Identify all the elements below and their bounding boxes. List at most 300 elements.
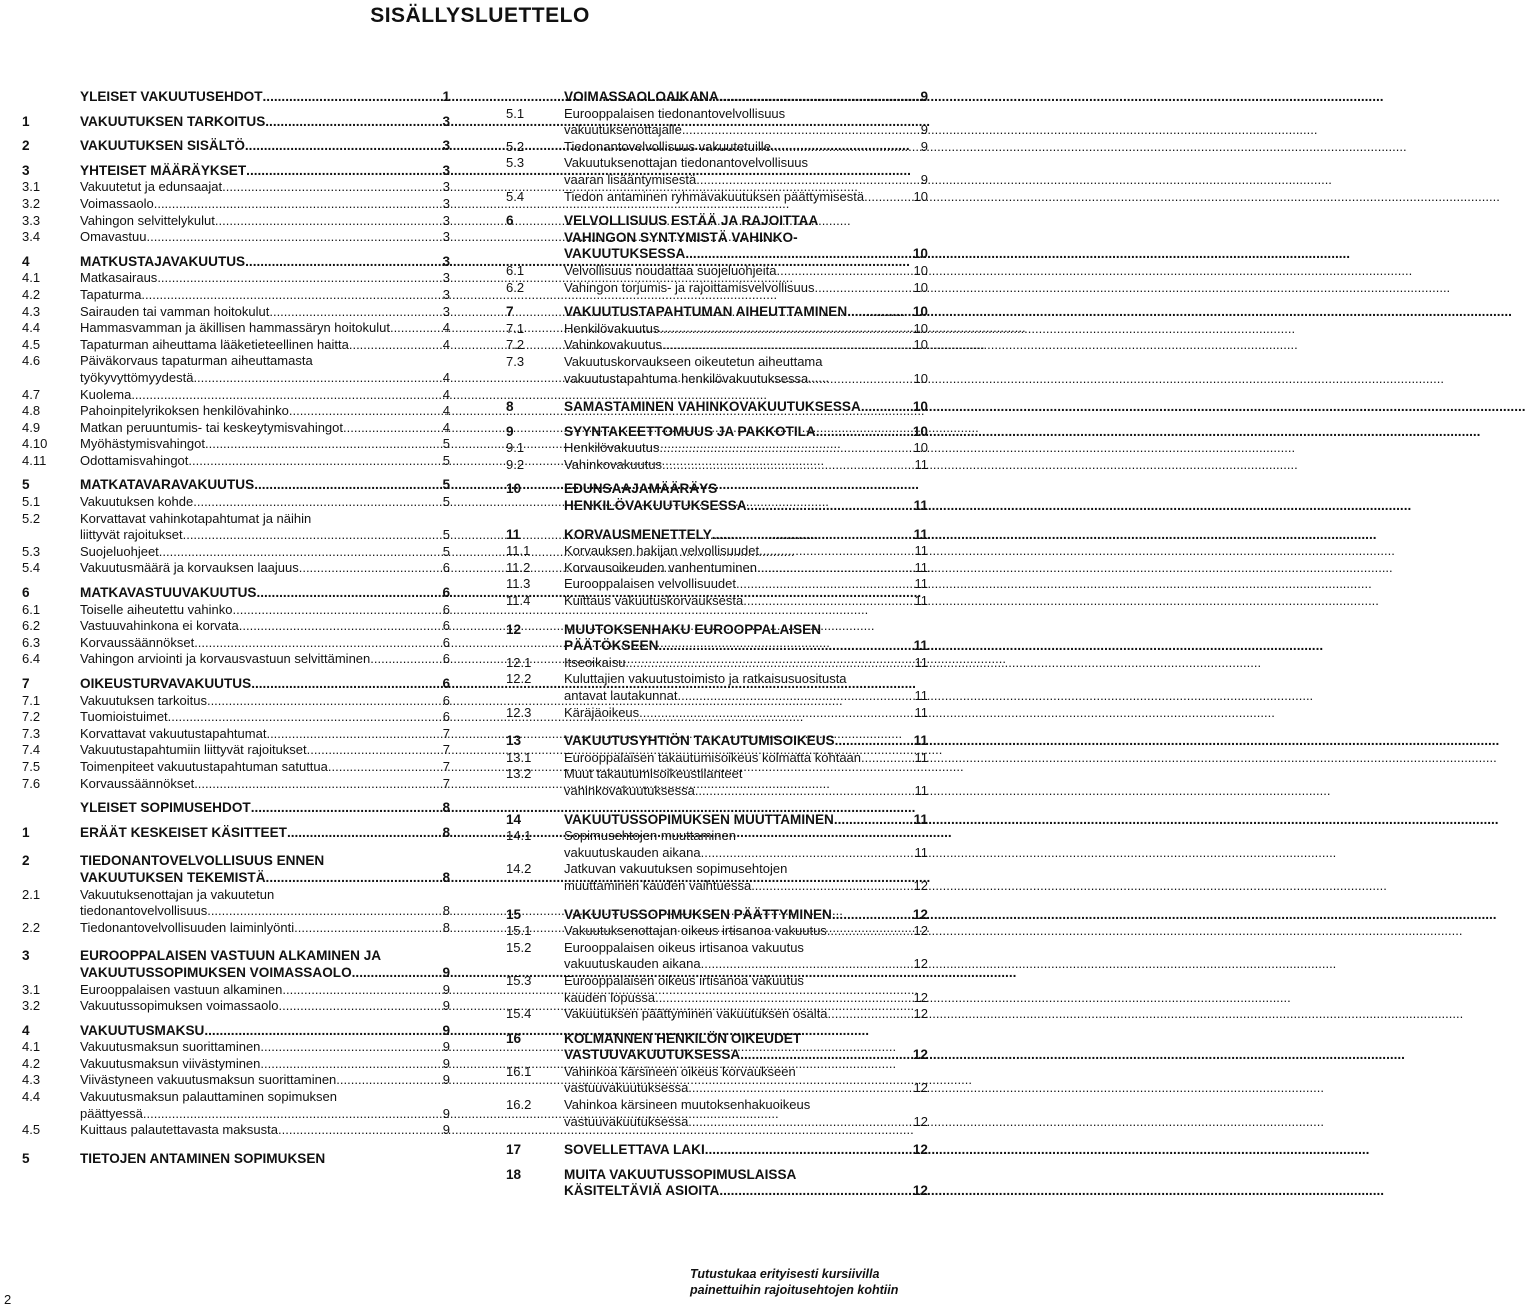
toc-entry-title: vakuutustapahtuma henkilövakuutuksessa xyxy=(564,370,809,386)
toc-page-number: 12 xyxy=(913,989,928,1005)
toc-entry[interactable] xyxy=(22,453,450,470)
toc-entry-title: MATKUSTAJAVAKUUTUS xyxy=(80,253,246,269)
toc-entry[interactable] xyxy=(506,399,928,416)
toc-entry-title: Vakuutuksenottajan oikeus irtisanoa vakuutus xyxy=(564,923,827,939)
toc-entry-number: 17 xyxy=(506,1142,522,1158)
toc-entry[interactable] xyxy=(506,560,928,577)
toc-entry[interactable] xyxy=(506,354,928,387)
toc-entry[interactable] xyxy=(22,693,450,710)
toc-entry-number: 7.3 xyxy=(22,725,41,741)
toc-leader-dots xyxy=(832,907,913,924)
toc-page-number: 9 xyxy=(442,1055,450,1071)
toc-entry[interactable] xyxy=(22,676,450,693)
toc-entry[interactable] xyxy=(22,998,450,1015)
toc-page-number: 12 xyxy=(913,1006,928,1022)
footer-note xyxy=(690,1266,898,1298)
toc-entry[interactable] xyxy=(22,213,450,230)
toc-leader-dots xyxy=(719,89,921,106)
toc-entry[interactable] xyxy=(22,887,450,920)
toc-page-number: 6 xyxy=(442,634,450,650)
toc-entry-number: 3.1 xyxy=(22,981,41,997)
footer-note-line2: painettuihin rajoitusehtojen kohtiin xyxy=(690,1283,899,1297)
toc-entry[interactable] xyxy=(22,196,450,213)
toc-entry[interactable] xyxy=(506,622,928,655)
toc-page-number: 5 xyxy=(442,452,450,468)
toc-entry[interactable] xyxy=(22,635,450,652)
toc-entry-number: 4.8 xyxy=(22,403,41,419)
toc-entry-number: 4.6 xyxy=(22,353,41,369)
toc-entry-title: Myöhästymisvahingot xyxy=(80,436,205,452)
toc-entry-title: Kuittaus palautettavasta maksusta xyxy=(80,1122,279,1138)
toc-entry[interactable] xyxy=(22,544,450,561)
toc-leader-dots xyxy=(154,196,443,213)
toc-entry[interactable] xyxy=(506,655,928,672)
toc-leader-dots xyxy=(639,705,914,722)
toc-entry[interactable] xyxy=(22,651,450,668)
toc-entry[interactable] xyxy=(22,1023,450,1040)
toc-page-number: 9 xyxy=(442,1039,450,1055)
toc-entry[interactable] xyxy=(506,263,928,280)
toc-leader-dots xyxy=(194,776,443,793)
toc-entry-number: 15.4 xyxy=(506,1006,532,1022)
toc-entry-title: vahinkovakuutuksessa xyxy=(564,782,695,798)
toc-entry[interactable] xyxy=(22,1039,450,1056)
toc-entry[interactable] xyxy=(22,726,450,743)
toc-entry[interactable] xyxy=(506,576,928,593)
toc-entry[interactable] xyxy=(22,560,450,577)
toc-entry[interactable] xyxy=(22,320,450,337)
toc-entry[interactable] xyxy=(22,477,450,494)
toc-entry-title: Vahinkovakuutus xyxy=(564,337,663,353)
toc-page-number: 3 xyxy=(442,212,450,228)
toc-leader-dots xyxy=(159,544,443,561)
toc-leader-dots xyxy=(260,1039,442,1056)
toc-entry[interactable] xyxy=(22,304,450,321)
toc-leader-dots xyxy=(143,1106,443,1123)
toc-entry-title: Henkilövakuutus xyxy=(564,440,660,456)
toc-leader-dots xyxy=(157,270,442,287)
toc-entry[interactable] xyxy=(506,973,928,1006)
toc-entry[interactable] xyxy=(22,853,450,886)
toc-page-number: 10 xyxy=(913,262,928,278)
toc-entry[interactable] xyxy=(22,1151,450,1168)
toc-leader-dots xyxy=(777,263,914,280)
toc-entry[interactable] xyxy=(506,106,928,139)
toc-entry-title: Tiedon antaminen ryhmävakuutuksen päättymisestä xyxy=(564,188,865,204)
toc-page-number: 3 xyxy=(442,138,450,154)
toc-entry[interactable] xyxy=(22,800,450,817)
toc-entry-title: TIETOJEN ANTAMINEN SOPIMUKSEN xyxy=(80,1150,326,1166)
toc-entry-title: Käräjäoikeus xyxy=(564,704,640,720)
toc-leader-dots xyxy=(343,420,443,437)
toc-leader-dots xyxy=(370,651,443,668)
toc-entry-number: 7.5 xyxy=(22,758,41,774)
toc-page-number: 6 xyxy=(442,709,450,725)
toc-leader-dots xyxy=(294,920,443,937)
toc-entry[interactable] xyxy=(506,1167,928,1200)
toc-entry[interactable] xyxy=(506,812,928,829)
toc-entry[interactable] xyxy=(506,1031,928,1064)
toc-entry[interactable] xyxy=(22,163,450,180)
toc-entry-title: Vakuutuksenottajan ja vakuutetun xyxy=(80,886,275,902)
toc-entry[interactable] xyxy=(22,948,450,981)
toc-entry-title: KOLMANNEN HENKILÖN OIKEUDET xyxy=(564,1030,802,1046)
toc-leader-dots xyxy=(658,638,913,655)
toc-entry-title: Vakuutuksen tarkoitus xyxy=(80,692,207,708)
toc-page-number: 9 xyxy=(920,138,928,154)
toc-entry-title: Tapaturma xyxy=(80,286,142,302)
toc-entry[interactable] xyxy=(22,1089,450,1122)
toc-entry-number: 2 xyxy=(22,853,30,869)
toc-entry-number: 5.4 xyxy=(22,560,41,576)
toc-entry-title: Henkilövakuutus xyxy=(564,320,660,336)
toc-entry-number: 7.6 xyxy=(22,775,41,791)
toc-entry-title: MATKATAVARAVAKUUTUS xyxy=(80,477,255,493)
toc-entry[interactable] xyxy=(22,759,450,776)
toc-page-number: 8 xyxy=(442,800,450,816)
toc-page-number: 8 xyxy=(442,869,450,885)
toc-entry[interactable] xyxy=(506,155,928,188)
toc-entry-number: 11.3 xyxy=(506,576,531,592)
toc-leader-dots xyxy=(861,750,914,767)
toc-entry-title: Sairauden tai vamman hoitokulut xyxy=(80,303,270,319)
toc-entry[interactable] xyxy=(22,254,450,271)
toc-entry-number: 12 xyxy=(506,621,522,637)
toc-entry-title: Vastuuvahinkona ei korvata xyxy=(80,618,239,634)
toc-page-number: 11 xyxy=(914,704,928,720)
toc-entry-title: muuttaminen kauden vaihtuessa xyxy=(564,877,752,893)
toc-entry-title: VAKUUTUSSOPIMUKSEN PÄÄTTYMINEN xyxy=(564,906,832,922)
toc-leader-dots xyxy=(328,759,443,776)
toc-entry[interactable] xyxy=(22,337,450,354)
toc-entry[interactable] xyxy=(506,705,928,722)
toc-leader-dots xyxy=(307,742,443,759)
toc-entry[interactable] xyxy=(22,825,450,842)
toc-leader-dots xyxy=(736,576,914,593)
toc-page-number: 12 xyxy=(913,923,928,939)
toc-leader-dots xyxy=(696,172,921,189)
toc-page-number: 5 xyxy=(442,477,450,493)
toc-entry-number: 15.3 xyxy=(506,972,532,988)
toc-entry[interactable] xyxy=(506,940,928,973)
toc-entry[interactable] xyxy=(506,304,928,321)
toc-leader-dots xyxy=(131,387,442,404)
toc-entry[interactable] xyxy=(506,1064,928,1097)
toc-page-number: 11 xyxy=(914,543,928,559)
toc-entry-title: Eurooppalaisen vastuun alkaminen xyxy=(80,981,283,997)
toc-entry[interactable] xyxy=(22,403,450,420)
toc-entry[interactable] xyxy=(22,709,450,726)
toc-entry-number: 10 xyxy=(506,481,522,497)
toc-entry-number: 4 xyxy=(22,1022,30,1038)
toc-entry-number: 16 xyxy=(506,1030,522,1046)
toc-leader-dots xyxy=(205,436,443,453)
toc-entry[interactable] xyxy=(506,321,928,338)
toc-entry[interactable] xyxy=(506,750,928,767)
toc-entry-title: Vahinkoa kärsineen muutoksenhakuoikeus xyxy=(564,1097,811,1113)
toc-entry[interactable] xyxy=(22,602,450,619)
toc-page-number: 1 xyxy=(442,89,450,104)
toc-entry[interactable] xyxy=(22,1072,450,1089)
toc-entry[interactable] xyxy=(22,1056,450,1073)
toc-entry-number xyxy=(22,800,80,817)
toc-leader-dots xyxy=(390,320,443,337)
toc-leader-dots xyxy=(816,424,913,441)
toc-leader-dots xyxy=(194,635,443,652)
toc-entry-number: 9.1 xyxy=(506,440,525,456)
toc-entry[interactable] xyxy=(22,114,450,131)
toc-entry[interactable] xyxy=(506,139,928,156)
toc-entry-number: 11 xyxy=(506,526,521,542)
toc-entry-number: 4.11 xyxy=(22,452,47,468)
toc-entry[interactable] xyxy=(22,287,450,304)
toc-page-number: 9 xyxy=(442,998,450,1014)
toc-page-number: 10 xyxy=(912,246,928,262)
toc-entry-title: Vakuutusmaksun suorittaminen xyxy=(80,1039,261,1055)
toc-entry-title: OIKEUSTURVAVAKUUTUS xyxy=(80,676,252,691)
toc-entry[interactable] xyxy=(22,353,450,386)
toc-entry-title: EDUNSAAJAMÄÄRÄYS xyxy=(564,481,718,497)
toc-entry[interactable] xyxy=(506,213,928,263)
toc-page-number: 12 xyxy=(913,1113,928,1129)
toc-page-number: 11 xyxy=(914,654,928,670)
toc-entry-number: 5.1 xyxy=(22,494,41,510)
toc-leader-dots xyxy=(743,593,914,610)
toc-entry-number: 5.4 xyxy=(506,188,525,204)
toc-leader-dots xyxy=(265,114,442,131)
toc-entry-number: 5.3 xyxy=(506,155,525,171)
toc-entry[interactable] xyxy=(22,436,450,453)
toc-entry[interactable] xyxy=(506,1142,928,1159)
toc-entry-number: 3.1 xyxy=(22,179,41,195)
toc-page-number: 8 xyxy=(442,824,450,840)
toc-entry-title: Toimenpiteet vakuutustapahtuman satuttua xyxy=(80,758,328,774)
toc-entry-title: Päiväkorvaus tapaturman aiheuttamasta xyxy=(80,353,313,369)
toc-entry[interactable] xyxy=(506,457,928,474)
toc-entry[interactable] xyxy=(506,923,928,940)
toc-leader-dots xyxy=(246,163,442,180)
toc-entry-number: 6.2 xyxy=(22,618,41,634)
toc-entry[interactable] xyxy=(506,337,928,354)
toc-entry-number: 4.3 xyxy=(22,303,41,319)
toc-entry-title: Vakuutustapahtumiin liittyvät rajoitukset xyxy=(80,742,307,758)
toc-entry[interactable] xyxy=(506,543,928,560)
toc-entry-number: 5.2 xyxy=(506,138,525,154)
toc-entry-number: 9.2 xyxy=(506,456,525,472)
toc-entry[interactable] xyxy=(506,1006,928,1023)
toc-entry-title: EUROOPPALAISEN VASTUUN ALKAMINEN JA xyxy=(80,948,382,964)
toc-entry-number: 8 xyxy=(506,399,514,415)
toc-entry-number: 6.1 xyxy=(22,601,41,617)
toc-leader-dots xyxy=(625,655,914,672)
toc-entry[interactable] xyxy=(506,89,928,106)
toc-leader-dots xyxy=(266,726,442,743)
toc-entry[interactable] xyxy=(506,766,928,799)
toc-entry[interactable] xyxy=(506,527,928,544)
toc-entry-title: Sopimusehtojen muuttaminen xyxy=(564,828,736,844)
toc-page-number: 9 xyxy=(442,1072,450,1088)
toc-entry[interactable] xyxy=(506,1097,928,1130)
toc-leader-dots xyxy=(215,213,443,230)
toc-entry-title: MUUTOKSENHAKU EUROOPPALAISEN xyxy=(564,621,822,637)
toc-entry-number: 13.2 xyxy=(506,766,532,782)
toc-page-number: 3 xyxy=(442,195,450,211)
toc-page-number: 12 xyxy=(913,956,928,972)
toc-entry-title: työkyvyttömyydestä xyxy=(80,369,194,385)
toc-entry-number: 2.1 xyxy=(22,886,41,902)
toc-entry[interactable] xyxy=(506,440,928,457)
toc-entry-title: Eurooppalaisen oikeus irtisanoa vakuutus xyxy=(564,972,804,988)
toc-entry[interactable] xyxy=(22,420,450,437)
toc-entry[interactable] xyxy=(22,585,450,602)
toc-leader-dots xyxy=(751,878,913,895)
toc-entry-number: 4.2 xyxy=(22,286,41,302)
toc-entry-title: Muut takautumisoikeustilanteet xyxy=(564,766,743,782)
toc-page-number: 9 xyxy=(442,981,450,997)
toc-leader-dots xyxy=(828,1006,914,1023)
toc-entry[interactable] xyxy=(22,618,450,635)
toc-entry[interactable] xyxy=(22,138,450,155)
toc-entry-number: 5 xyxy=(22,477,30,493)
toc-leader-dots xyxy=(864,189,913,206)
toc-entry-number: 4 xyxy=(22,253,30,269)
toc-page-number: 10 xyxy=(913,370,928,386)
toc-entry-number: 3.4 xyxy=(22,229,41,245)
toc-entry-number: 5.2 xyxy=(22,510,41,526)
toc-leader-dots xyxy=(662,457,914,474)
toc-entry[interactable] xyxy=(22,920,450,937)
toc-entry-number: 11.2 xyxy=(506,559,531,575)
toc-entry-number: 11.1 xyxy=(506,543,531,559)
toc-leader-dots xyxy=(141,287,442,304)
toc-entry-title: liittyvät rajoitukset xyxy=(80,527,183,543)
toc-entry-title: Vahingon torjumis- ja rajoittamisvelvollisuus xyxy=(564,279,815,295)
toc-entry-title: Kuluttajien vakuutustoimisto ja ratkaisusuositusta xyxy=(564,671,847,687)
toc-page-number: 12 xyxy=(912,1142,928,1158)
toc-entry[interactable] xyxy=(22,511,450,544)
toc-page-number: 9 xyxy=(920,89,928,104)
toc-entry-title: Korvauksen hakijan velvollisuudet xyxy=(564,543,760,559)
toc-entry-number: 15 xyxy=(506,906,522,922)
toc-entry[interactable] xyxy=(22,179,450,196)
toc-page-number: 9 xyxy=(442,1122,450,1138)
toc-page-number: 3 xyxy=(442,253,450,269)
toc-entry[interactable] xyxy=(506,861,928,894)
toc-leader-dots xyxy=(207,693,443,710)
toc-leader-dots xyxy=(677,688,914,705)
toc-leader-dots xyxy=(659,440,913,457)
toc-page-number: 3 xyxy=(442,303,450,319)
toc-page-number: 5 xyxy=(442,543,450,559)
toc-entry-number: 4.2 xyxy=(22,1055,41,1071)
toc-entry[interactable] xyxy=(22,982,450,999)
toc-entry[interactable] xyxy=(22,229,450,246)
toc-entry-number: 14 xyxy=(506,811,522,827)
toc-page-number: 6 xyxy=(442,651,450,667)
toc-entry-title: KÄSITELTÄVIÄ ASIOITA xyxy=(564,1183,720,1199)
toc-entry-number: 7.1 xyxy=(22,692,41,708)
toc-leader-dots xyxy=(352,965,443,982)
toc-entry[interactable] xyxy=(506,481,928,514)
toc-leader-dots xyxy=(251,676,442,693)
toc-leader-dots xyxy=(662,337,913,354)
toc-entry[interactable] xyxy=(506,907,928,924)
toc-page-number: 3 xyxy=(442,286,450,302)
toc-entry-title: Matkasairaus xyxy=(80,270,158,286)
toc-page-number: 11 xyxy=(914,782,928,798)
toc-entry[interactable] xyxy=(506,280,928,297)
toc-leader-dots xyxy=(861,399,913,416)
toc-entry-number: 6.1 xyxy=(506,262,525,278)
toc-leader-dots xyxy=(701,845,915,862)
toc-entry-title: Tiedonantovelvollisuus vakuutetuille xyxy=(564,138,771,154)
toc-entry[interactable] xyxy=(22,89,450,106)
toc-page-number: 7 xyxy=(442,742,450,758)
toc-entry-number: 15.2 xyxy=(506,939,532,955)
toc-entry-title: Korvausoikeuden vanhentuminen xyxy=(564,559,757,575)
toc-entry-title: Vahinkoa kärsineen oikeus korvaukseen xyxy=(564,1063,796,1079)
toc-leader-dots xyxy=(705,1142,913,1159)
toc-page-number: 5 xyxy=(442,527,450,543)
toc-entry-title: VAKUUTUSTAPAHTUMAN AIHEUTTAMINEN xyxy=(564,304,848,320)
toc-entry-title: Voimassaolo xyxy=(80,195,154,211)
toc-entry-number: 3 xyxy=(22,948,30,964)
toc-leader-dots xyxy=(289,403,443,420)
toc-entry-title: Jatkuvan vakuutuksen sopimusehtojen xyxy=(564,861,788,877)
toc-leader-dots xyxy=(695,783,915,800)
toc-entry-title: Vakuutusmaksun palauttaminen sopimuksen xyxy=(80,1089,338,1105)
toc-entry-title: VAKUUTUKSEN TEKEMISTÄ xyxy=(80,869,266,885)
toc-entry-title: Korvaussäännökset xyxy=(80,634,195,650)
toc-entry[interactable] xyxy=(22,387,450,404)
toc-entry[interactable] xyxy=(506,671,928,704)
toc-leader-dots xyxy=(183,527,443,544)
toc-leader-dots xyxy=(207,903,443,920)
toc-entry[interactable] xyxy=(22,494,450,511)
toc-page-number: 12 xyxy=(913,1080,928,1096)
toc-entry[interactable] xyxy=(506,424,928,441)
toc-entry[interactable] xyxy=(506,189,928,206)
toc-page-number: 11 xyxy=(913,733,928,749)
toc-entry[interactable] xyxy=(22,776,450,793)
toc-entry-number: 12.2 xyxy=(506,671,532,687)
toc-entry[interactable] xyxy=(22,1122,450,1139)
toc-entry-number xyxy=(506,89,564,106)
toc-entry[interactable] xyxy=(506,828,928,861)
toc-entry[interactable] xyxy=(506,733,928,750)
toc-page-number: 12 xyxy=(912,1047,928,1063)
toc-entry[interactable] xyxy=(506,593,928,610)
toc-entry-title: Viivästyneen vakuutusmaksun suorittaminen xyxy=(80,1072,337,1088)
toc-entry-title: antavat lautakunnat xyxy=(564,688,678,703)
toc-entry[interactable] xyxy=(22,742,450,759)
toc-entry-title: vakuutuksenottajalle xyxy=(564,122,682,138)
toc-leader-dots xyxy=(222,179,443,196)
toc-page-number: 10 xyxy=(913,440,928,456)
toc-entry-number: 4.3 xyxy=(22,1072,41,1088)
toc-entry[interactable] xyxy=(22,270,450,287)
toc-page-number: 12 xyxy=(912,1183,928,1199)
toc-page-number: 10 xyxy=(912,304,928,320)
toc-entry-title: Vahinkovakuutus xyxy=(564,456,663,472)
toc-entry-title: Vakuutusmäärä ja korvauksen laajuus xyxy=(80,560,299,576)
toc-page-number: 9 xyxy=(442,1105,450,1121)
toc-page-number: 9 xyxy=(442,1022,450,1038)
toc-entry-number: 1 xyxy=(22,824,30,840)
toc-entry-number: 4.9 xyxy=(22,419,41,435)
toc-entry-number: 6 xyxy=(506,213,514,229)
toc-page-number: 6 xyxy=(442,676,450,691)
